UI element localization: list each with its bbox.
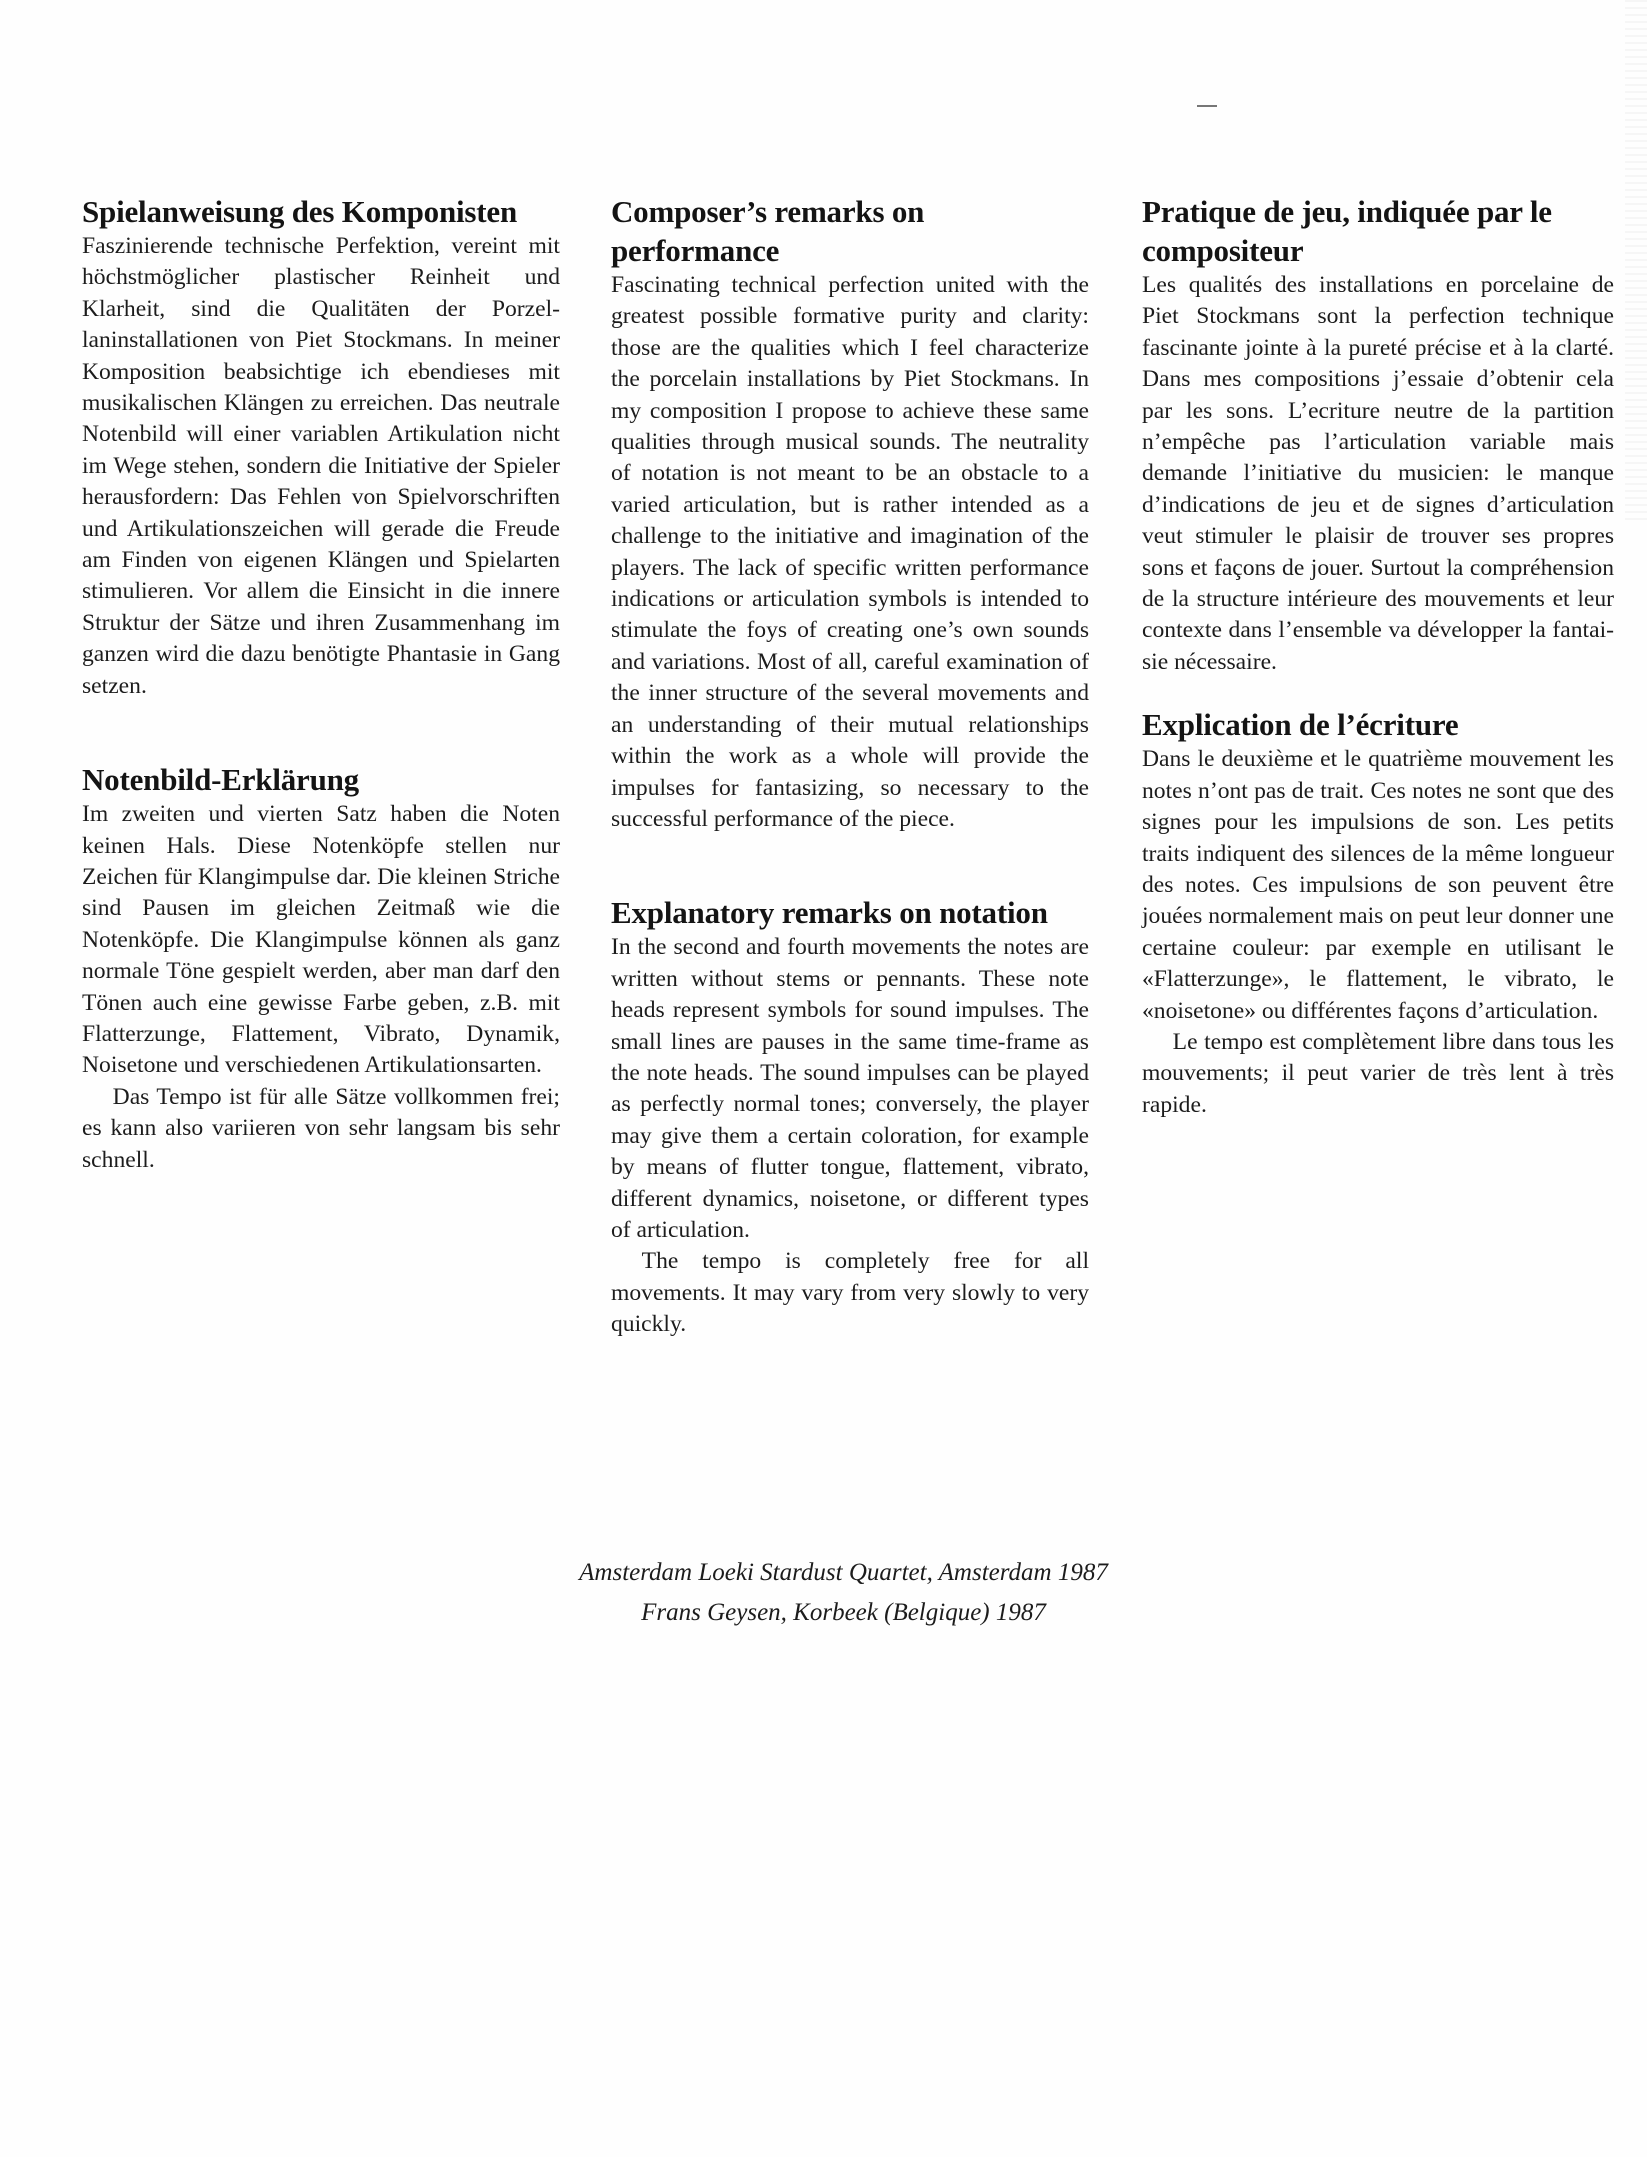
section-explication — [1142, 705, 1614, 1121]
column-english — [611, 192, 1089, 1341]
section-paragraph: Le tempo est complètement libre dans tous les mouvements; il peut varier de très lent à très rapide. — [1142, 1028, 1614, 1118]
section-paragraph: Das Tempo ist für alle Sätze vollkommen frei; es kann also variieren von sehr langsam bis sehr schnell. — [82, 1083, 560, 1173]
section-composers-remarks — [611, 192, 1089, 835]
section-paragraph: In the second and fourth movements the notes are written without stems or pennants. These note heads represent symbols for sound impulses. The small lines are pauses in the same time-frame as the note heads. The sound impulses can be played as perfectly normal tones; conversely, the player may give them a certain coloration, for example by means of flutter tongue, flattement, vibrato, different dynamics, noisetone, or different types of articulation. — [611, 934, 1089, 1243]
section-paragraph: Faszinierende technische Perfektion, vereint mit höchstmöglicher plastischer Reinheit und Klarheit, sind die Qualitäten der Porzellaninstallationen von Piet Stockmans. In meiner Komposition beabsichtige ich ebendieses mit musikalischen Klängen zu erreichen. Das neutrale Notenbild will einer variablen Artikulation nicht im Wege stehen, sondern die Initiative der Spieler herausfordern: Das Fehlen von Spielvorschriften und Artikulationszeichen will gerade die Freude am Finden von eigenen Klängen und Spielarten stimulieren. Vor allem die Einsicht in die innere Struktur der Sätze und ihren Zusammenhang im ganzen wird die dazu benötigte Phantasie in Gang setzen. — [82, 233, 560, 699]
section-paragraph: Fascinating technical perfection united with the greatest possible formative purity and clarity: those are the qualities which I feel characterize the porcelain installations by Piet Stockmans. In my composition I propose to achieve these same qualities through musical sounds. The neutrality of notation is not meant to be an obstacle to a varied articulation, but is rather intended as a challenge to the initiative and imagination of the players. The lack of specific written performance indications or articulation symbols is intended to stimulate the foys of creating one’s own sounds and variations. Most of all, careful examination of the inner structure of the several movements and an understanding of their mutual relationships within the work as a whole will provide the impulses for fantasizing, so necessary to the successful performance of the piece. — [611, 272, 1089, 832]
column-german — [82, 192, 560, 1176]
section-paragraph: Les qualités des installations en porcelaine de Piet Stockmans sont la perfection technique fascinante jointe à la pureté précise et à la clarté. Dans mes compositions j’essaie d’obtenir cela par les sons. L’ecriture neutre de la partition n’empêche pas l’articulation variable mais demande l’initiative du musicien: le manque d’indications de jeu et de signes d’articulation veut stimuler le plaisir de trouver ses propres sons et façons de jouer. Surtout la compréhension de la structure intérieure des mouvements et leur contexte dans l’ensemble va développer la fantaisie nécessaire. — [1142, 272, 1614, 675]
section-heading: Explanatory remarks on notation — [611, 895, 1048, 931]
section-paragraph: The tempo is completely free for all movements. It may vary from very slowly to very quickly. — [611, 1248, 1089, 1338]
section-spielanweisung — [82, 192, 560, 702]
column-french — [1142, 192, 1614, 1121]
credit-performers: Amsterdam Loeki Stardust Quartet, Amsterdam 1987 — [579, 1559, 1108, 1586]
scan-edge-noise — [1625, 0, 1647, 520]
section-heading: Spielanweisung des Komponisten — [82, 194, 517, 229]
page-mark — [1197, 105, 1217, 107]
credits — [0, 1553, 1647, 1633]
section-explanatory-remarks — [611, 893, 1089, 1340]
section-paragraph: Im zweiten und vierten Satz haben die Noten keinen Hals. Diese Notenköpfe stellen nur Zeichen für Klangimpulse dar. Die kleinen Striche sind Pausen im gleichen Zeitmaß wie die Notenköpfe. Die Klangimpulse können als ganz normale Töne gespielt werden, aber man darf den Tönen auch eine gewisse Farbe geben, z.B. mit Flatterzunge, Flattement, Vibrato, Dynamik, Noisetone und verschiedenen Artikulationsarten. — [82, 801, 560, 1079]
credit-composer: Frans Geysen, Korbeek (Belgique) 1987 — [641, 1599, 1046, 1626]
section-heading: Pratique de jeu, indiquée par le compositeur — [1142, 194, 1552, 268]
section-paragraph: Dans le deuxième et le quatrième mouvement les notes n’ont pas de trait. Ces notes ne sont que des signes pour les impulsions de son. Les petits traits indiquent des silences de la même longueur des notes. Ces impulsions de son peuvent être jouées normalement mais on peut leur donner une certaine couleur: par exemple en utilisant le «Flatterzunge», le flattement, le vibrato, le «noisetone» ou différentes façons d’articulation. — [1142, 746, 1614, 1024]
section-heading: Composer’s remarks on performance — [611, 194, 925, 268]
section-heading: Notenbild-Erklärung — [82, 762, 359, 798]
section-heading: Explication de l’écriture — [1142, 707, 1459, 743]
section-notenbild — [82, 760, 560, 1176]
section-pratique-de-jeu — [1142, 192, 1614, 678]
